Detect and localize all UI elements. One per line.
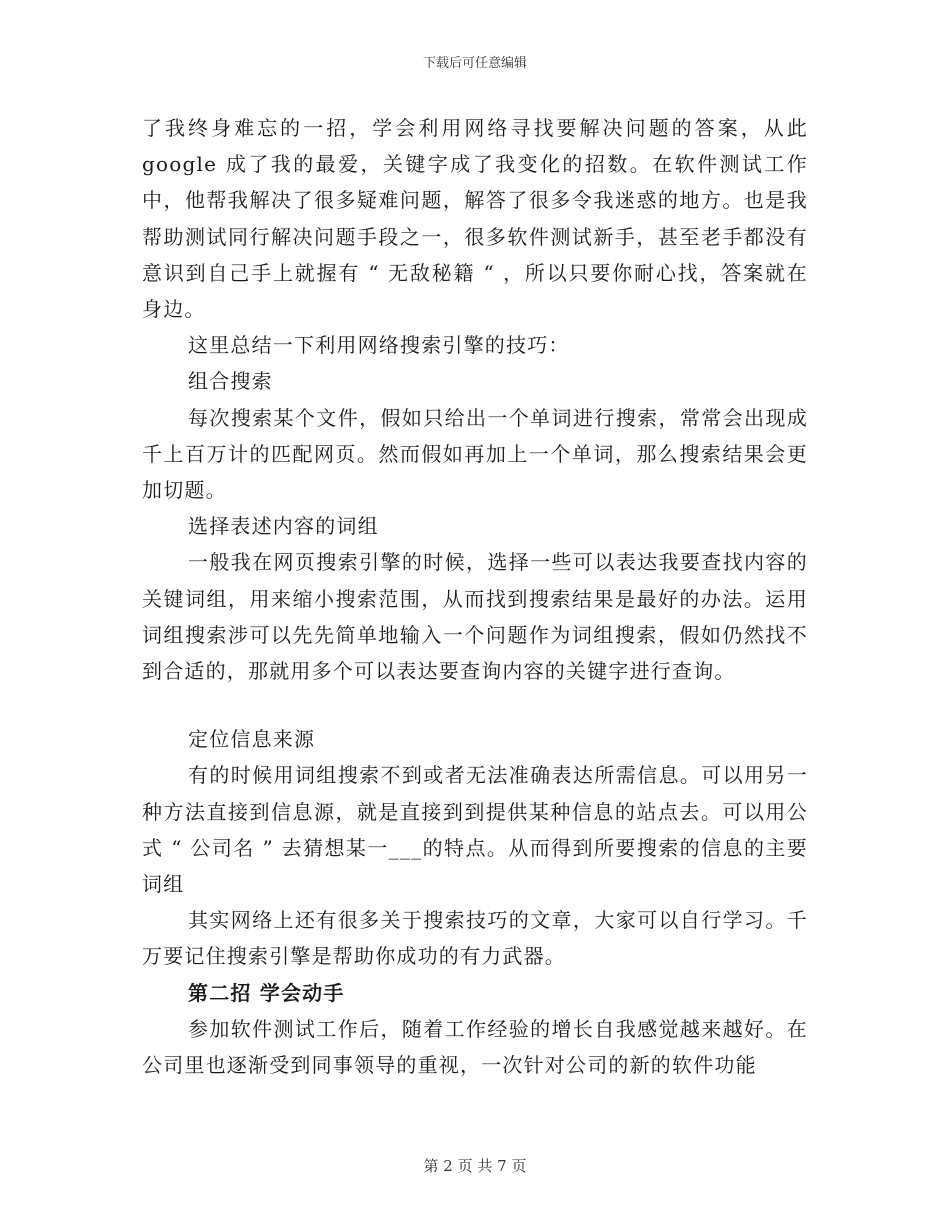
page-footer: 第 2 页 共 7 页: [423, 1157, 527, 1175]
blank-line: [142, 689, 808, 721]
paragraph-combined-search: 每次搜索某个文件，假如只给出一个单词进行搜索，常常会出现成千上百万计的匹配网页。然而假如再加上一个单词，那么搜索结果会更加切题。: [142, 405, 808, 503]
page-header: 下载后可任意编辑: [422, 56, 527, 71]
paragraph-tips-summary: 这里总结一下利用网络搜索引擎的技巧：: [188, 333, 570, 358]
paragraph-locate-source: 有的时候用词组搜索不到或者无法准确表达所需信息。可以用另一种方法直接到信息源，就是直接到到提供某种信息的站点去。可以用公式 “ 公司名 ” 去猜想某一___的特点。从而得到所要搜索的信息的主要词组: [142, 763, 808, 897]
subheading-phrase-search: 选择表述内容的词组: [188, 514, 379, 539]
paragraph-search-intro: 了我终身难忘的一招，学会利用网络寻找要解决问题的答案，从此 google 成了我的最爱，关键字成了我变化的招数。在软件测试工作中，他帮我解决了很多疑难问题，解答了很多令我迷惑的地方。也是我帮助测试同行解决问题手段之一，很多软件测试新手，甚至老手都没有意识到自己手上就握有 “ 无敌秘籍 “ ，所以只要你耐心找，答案就在身边。: [142, 116, 808, 322]
paragraph-hands-on: 参加软件测试工作后，随着工作经验的增长自我感觉越来越好。在公司里也逐渐受到同事领导的重视，一次针对公司的新的软件功能: [142, 1016, 808, 1078]
document-body: [142, 110, 808, 1083]
paragraph-search-tips-conclusion: 其实网络上还有很多关于搜索技巧的文章，大家可以自行学习。千万要记住搜索引擎是帮助你成功的有力武器。: [142, 908, 808, 969]
paragraph-phrase-search: 一般我在网页搜索引擎的时候，选择一些可以表达我要查找内容的关键词组，用来缩小搜索范围，从而找到搜索结果是最好的办法。运用词组搜索涉可以先先简单地输入一个问题作为词组搜索，假如仍然找不到合适的，那就用多个可以表达要查询内容的关键字进行查询。: [142, 550, 808, 684]
subheading-locate-source: 定位信息来源: [188, 727, 316, 752]
subheading-combined-search: 组合搜索: [188, 369, 273, 394]
section-heading-second-move: 第二招 学会动手: [188, 980, 345, 1005]
